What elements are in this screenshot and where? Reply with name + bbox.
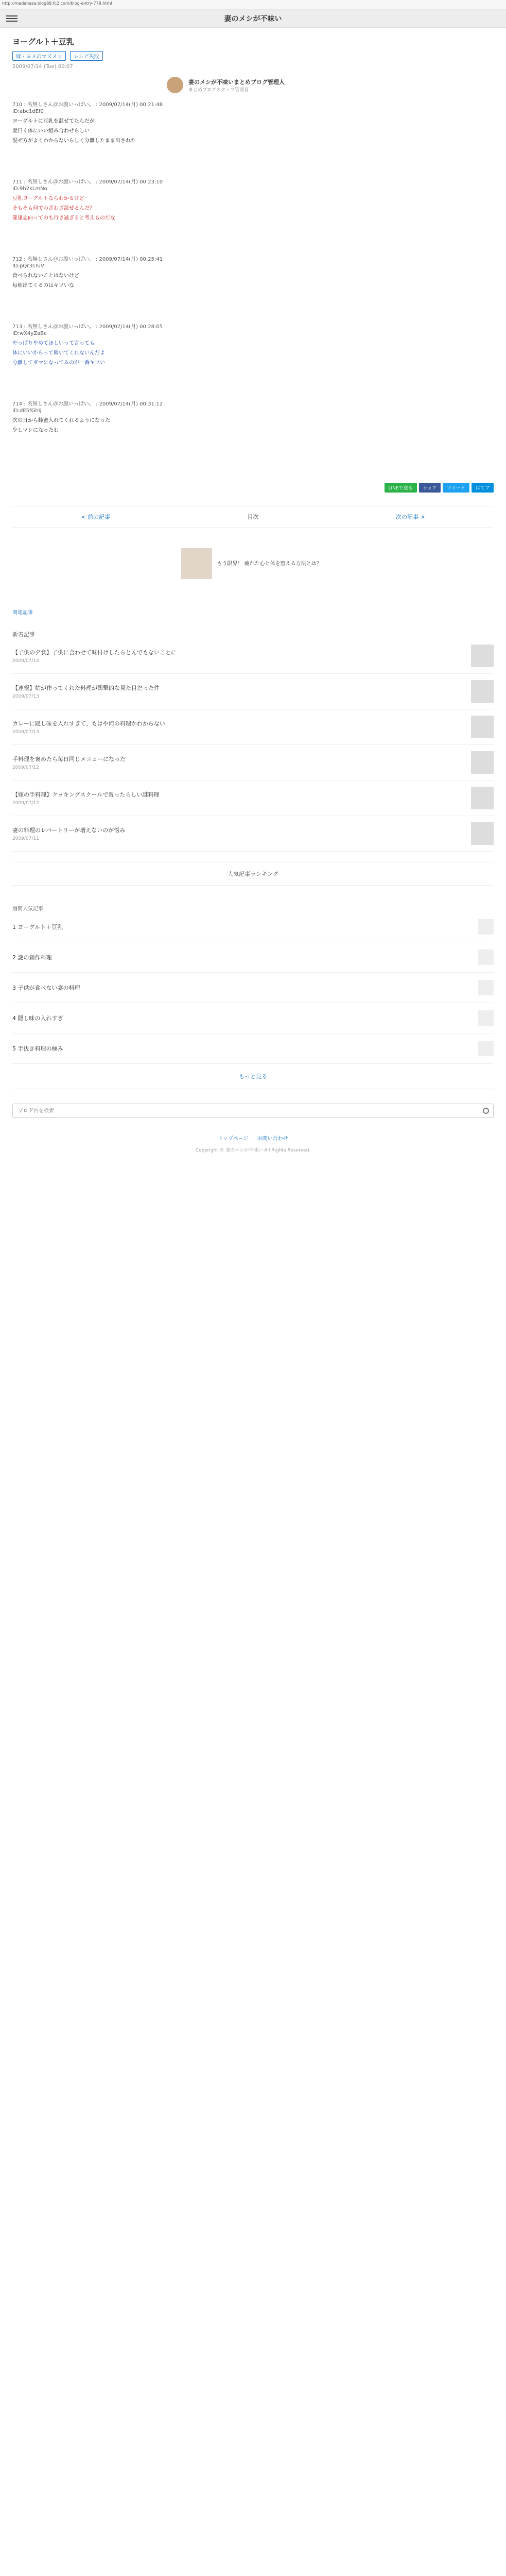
comment-header: 712 : 名無しさん＠お腹いっぱい。 : 2009/07/14(月) 00:25:41: [12, 257, 163, 262]
tag-list: [12, 51, 494, 61]
related-item[interactable]: [12, 816, 494, 852]
comment-id: ID:pQr3sTuV: [12, 263, 44, 269]
comment-thread: [0, 97, 506, 472]
line-share-button[interactable]: LINEで送る: [385, 483, 417, 493]
related-item-thumbnail: [471, 822, 494, 845]
author-avatar: [167, 77, 183, 93]
post-date: 2009/07/14 (Tue) 00:07: [12, 64, 73, 70]
copyright: Copyright © 妻のメシが不味い All Rights Reserved.: [195, 1148, 311, 1153]
comment: [12, 256, 494, 291]
footer-top-link[interactable]: トップページ: [218, 1136, 249, 1142]
comment: [12, 179, 494, 223]
comment-header: 714 : 名無しさん＠お腹いっぱい。 : 2009/07/14(月) 00:31:12: [12, 401, 163, 407]
ranking-item-title: 2 謎の創作料理: [12, 954, 52, 961]
related-item-thumbnail: [471, 645, 494, 667]
ad-banner[interactable]: [181, 548, 325, 579]
comment-header: 710 : 名無しさん＠お腹いっぱい。 : 2009/07/14(月) 00:21:48: [12, 102, 163, 108]
comment: [12, 101, 494, 146]
related-item[interactable]: [12, 709, 494, 745]
ranking-item-thumbnail: [478, 980, 494, 995]
ranking-item[interactable]: [12, 1003, 494, 1033]
comment-body: やっぱりやめてほしいって言っても 体にいいからって聞いてくれないんだよ 分離してダマになってるのが一番キツい: [12, 341, 105, 366]
related-item-thumbnail: [471, 787, 494, 809]
ranking-item[interactable]: [12, 912, 494, 942]
comment: [12, 324, 494, 368]
search-area: [0, 1104, 506, 1118]
more-link[interactable]: もっと見る: [12, 1064, 494, 1089]
related-item-date: 2009/07/13: [12, 694, 39, 699]
ranking-item[interactable]: [12, 1033, 494, 1064]
related-item[interactable]: [12, 638, 494, 674]
ranking-item-title: 5 手抜き料理の極み: [12, 1045, 63, 1052]
related-item-title: 【速報】姑が作ってくれた料理が衝撃的な見た目だった件: [12, 685, 160, 691]
prev-post-link[interactable]: < 前の記事: [81, 514, 110, 520]
related-label: 関連記事: [12, 610, 33, 616]
tag-link[interactable]: レシピ失敗: [70, 51, 103, 61]
hamburger-icon[interactable]: [6, 13, 18, 24]
ranking-section-heading: 人気記事ランキング: [12, 862, 494, 886]
comment-body: 食べられないことはないけど 毎朝出てくるのはキツいな: [12, 273, 79, 289]
ranking-item-thumbnail: [478, 919, 494, 935]
comment-id: ID:9h2kLmNo: [12, 186, 47, 192]
related-item-date: 2009/07/12: [12, 801, 39, 806]
related-item[interactable]: [12, 781, 494, 816]
facebook-share-button[interactable]: シェア: [419, 483, 441, 493]
article-title: ヨーグルト＋豆乳: [12, 37, 74, 46]
comment-body: 次の日から蜂蜜入れてくれるようになった 少しマシになったわ: [12, 418, 110, 433]
search-input[interactable]: [17, 1108, 483, 1114]
ranking-item-thumbnail: [478, 950, 494, 965]
author-box: [167, 77, 494, 93]
ad-thumbnail: [181, 548, 212, 579]
related-item[interactable]: [12, 674, 494, 709]
twitter-share-button[interactable]: ツイート: [443, 483, 469, 493]
url-text: http://madahaza.blog88.fc2.com/blog-entry-778.html: [2, 1, 112, 6]
related-list: [0, 638, 506, 852]
related-item-date: 2009/07/13: [12, 730, 39, 735]
ranking-item-title: 1 ヨーグルト＋豆乳: [12, 924, 63, 930]
related-item[interactable]: [12, 745, 494, 781]
search-box: [12, 1104, 494, 1118]
ranking-item-title: 4 隠し味の入れすぎ: [12, 1015, 63, 1022]
comment: [12, 401, 494, 435]
site-header: [0, 10, 506, 28]
ranking-heading: 週間人気記事: [12, 906, 43, 912]
ranking-item-thumbnail: [478, 1041, 494, 1056]
related-item-title: カレーに隠し味を入れすぎて、もはや何の料理かわからない: [12, 720, 165, 727]
related-item-date: 2009/07/12: [12, 765, 39, 770]
article-header: [0, 28, 506, 97]
related-item-title: 妻の料理のレパートリーが増えないのが悩み: [12, 827, 126, 834]
comment-header: 711 : 名無しさん＠お腹いっぱい。 : 2009/07/14(月) 00:23:10: [12, 179, 163, 185]
author-subtitle: まとめブログスタッフ管理者: [188, 87, 249, 93]
search-icon[interactable]: [483, 1108, 489, 1114]
related-item-date: 2009/07/11: [12, 836, 39, 841]
comment-body: 豆乳ヨーグルトならわかるけど そもそも何でわざわざ混ぜるんだ？ 健康志向ってのも行き過ぎると考えものだな: [12, 196, 115, 221]
ad-text: もう限界！ 疲れた心と体を整える方法とは？: [217, 561, 322, 567]
related-item-thumbnail: [471, 716, 494, 738]
comment-id: ID:abc1dEf0: [12, 109, 44, 114]
comment-body: ヨーグルトに豆乳を混ぜてたんだが 妻曰く体にいい組み合わせらしい 混ぜ方がよくわからないらしく分離したまま出された: [12, 118, 136, 144]
hatena-bookmark-button[interactable]: はてブ: [472, 483, 494, 493]
share-buttons: [0, 483, 506, 493]
footer-links: [0, 1132, 506, 1142]
ranking-item-title: 3 子供が食べない妻の料理: [12, 985, 80, 991]
comment-header: 713 : 名無しさん＠お腹いっぱい。 : 2009/07/14(月) 00:28:05: [12, 324, 163, 330]
related-item-thumbnail: [471, 751, 494, 774]
ranking-item[interactable]: [12, 973, 494, 1003]
ranking-list: [0, 912, 506, 1064]
related-heading: 新着記事: [12, 631, 35, 638]
related-item-date: 2009/07/14: [12, 658, 39, 664]
comment-id: ID:wX4yZaBc: [12, 331, 47, 336]
related-item-title: 【子供の夕食】子供に合わせて味付けしたらとんでもないことに: [12, 649, 177, 656]
tag-link[interactable]: 嫁・ヨメのマズメシ: [12, 51, 66, 61]
author-name: 妻のメシが不味いまとめブログ管理人: [188, 78, 285, 86]
related-item-title: 【嫁の手料理】クッキングスクールで習ったらしい謎料理: [12, 791, 160, 798]
comment-id: ID:dE5fGhIj: [12, 408, 42, 414]
ranking-item-thumbnail: [478, 1010, 494, 1026]
address-bar[interactable]: [0, 0, 506, 10]
index-link[interactable]: 目次: [247, 514, 259, 520]
ranking-item[interactable]: [12, 942, 494, 973]
related-item-thumbnail: [471, 680, 494, 703]
post-navigation: [12, 506, 494, 528]
footer-contact-link[interactable]: お問い合わせ: [257, 1136, 288, 1142]
next-post-link[interactable]: 次の記事 >: [396, 514, 425, 520]
related-item-title: 手料理を褒めたら毎日同じメニューになった: [12, 756, 126, 762]
site-title[interactable]: 妻のメシが不味い: [224, 15, 282, 23]
